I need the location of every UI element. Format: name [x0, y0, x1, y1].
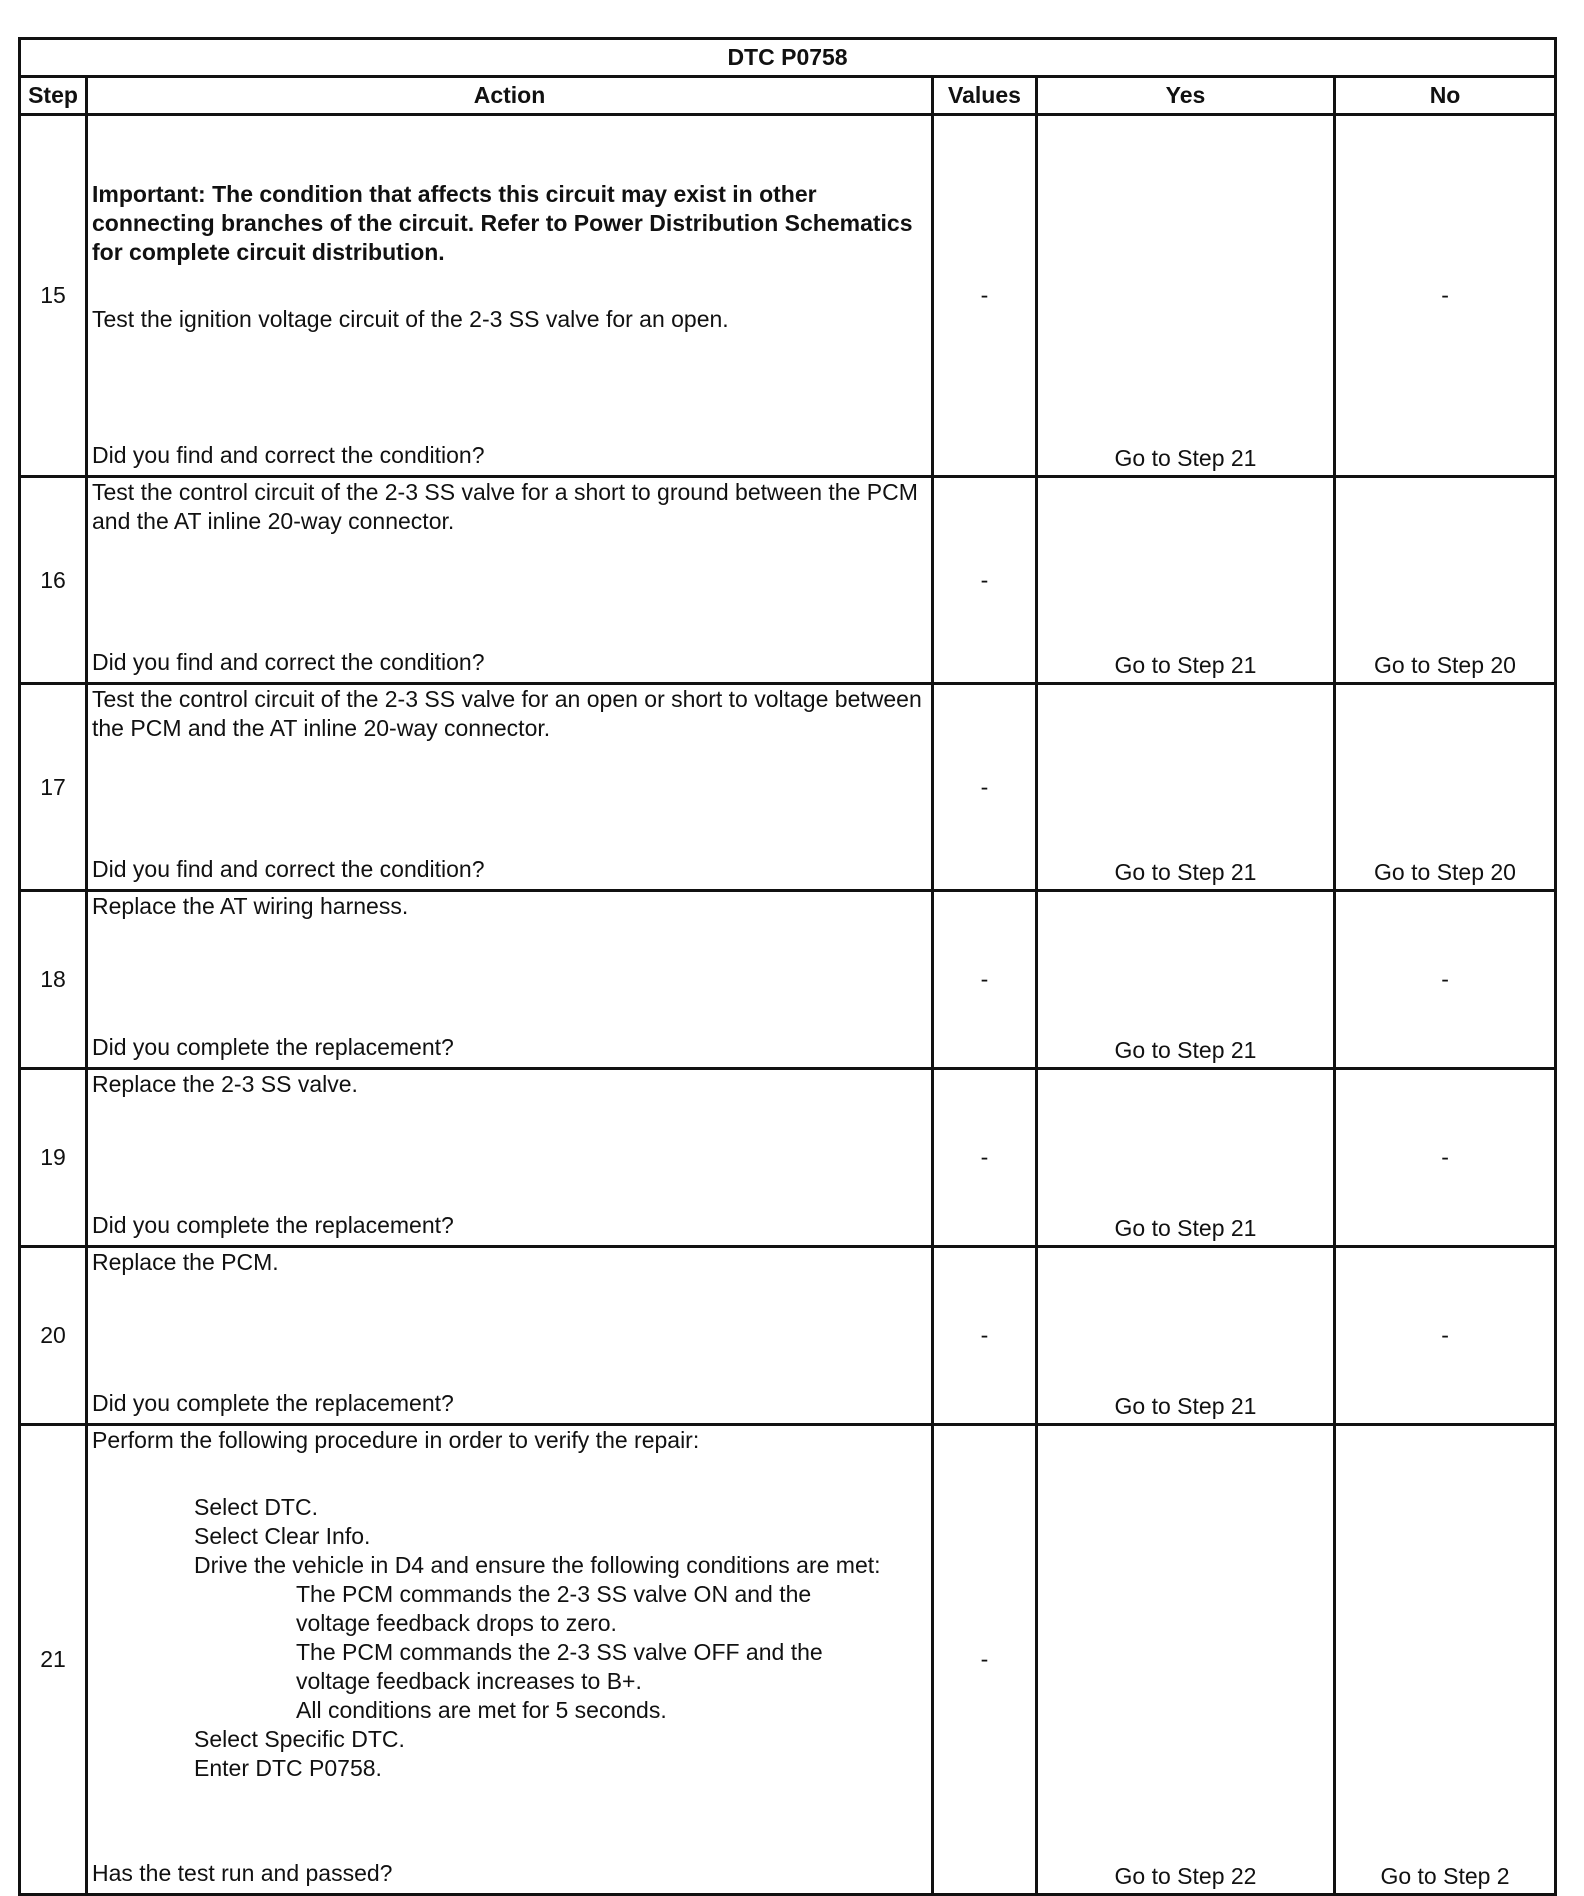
procedure-step: Select Clear Info.: [194, 1523, 371, 1549]
values-cell: -: [933, 1247, 1037, 1425]
action-cell: [87, 115, 933, 477]
important-note: Important: The condition that affects this circuit may exist in other connecting branches of the circuit. Refer to Power Distribution Schematics for complete circuit distribution.: [92, 181, 913, 265]
action-cell: [87, 891, 933, 1069]
question-text: Did you complete the replacement?: [92, 1212, 454, 1238]
action-text: Test the control circuit of the 2-3 SS valve for a short to ground between the PCM and the AT inline 20-way connector.: [92, 479, 918, 534]
header-no: No: [1335, 77, 1556, 115]
no-cell: Go to Step 2: [1335, 1425, 1556, 1895]
question-text: Did you find and correct the condition?: [92, 649, 485, 675]
no-cell: Go to Step 20: [1335, 684, 1556, 891]
action-cell: [87, 684, 933, 891]
table-row: [20, 891, 1556, 1069]
yes-cell: Go to Step 21: [1037, 684, 1335, 891]
table-row: [20, 1069, 1556, 1247]
yes-cell: Go to Step 21: [1037, 891, 1335, 1069]
procedure-condition: The PCM commands the 2-3 SS valve ON and the voltage feedback drops to zero.: [296, 1581, 812, 1636]
no-cell: -: [1335, 1247, 1556, 1425]
procedure-step: Drive the vehicle in D4 and ensure the following conditions are met:: [194, 1552, 881, 1578]
values-cell: -: [933, 115, 1037, 477]
procedure-step: Select DTC.: [194, 1494, 318, 1520]
step-number: 19: [20, 1069, 87, 1247]
table-row: [20, 477, 1556, 684]
step-number: 18: [20, 891, 87, 1069]
no-cell: -: [1335, 1069, 1556, 1247]
step-number: 17: [20, 684, 87, 891]
procedure-list: [92, 1493, 927, 1783]
action-cell: [87, 477, 933, 684]
table-row: [20, 1247, 1556, 1425]
question-text: Did you find and correct the condition?: [92, 442, 485, 468]
header-action: Action: [87, 77, 933, 115]
header-values: Values: [933, 77, 1037, 115]
question-text: Did you complete the replacement?: [92, 1034, 454, 1060]
action-cell: [87, 1247, 933, 1425]
question-text: Has the test run and passed?: [92, 1860, 393, 1886]
action-text: Replace the PCM.: [92, 1249, 279, 1275]
dtc-table: [18, 37, 1557, 1896]
action-text: Test the ignition voltage circuit of the 2-3 SS valve for an open.: [92, 306, 729, 332]
action-text: Test the control circuit of the 2-3 SS valve for an open or short to voltage between the PCM and the AT inline 20-way connector.: [92, 686, 922, 741]
table-title-row: [20, 39, 1556, 77]
column-header-row: [20, 77, 1556, 115]
action-text: Replace the AT wiring harness.: [92, 893, 409, 919]
action-text: Replace the 2-3 SS valve.: [92, 1071, 358, 1097]
no-cell: Go to Step 20: [1335, 477, 1556, 684]
question-text: Did you complete the replacement?: [92, 1390, 454, 1416]
step-number: 20: [20, 1247, 87, 1425]
step-number: 21: [20, 1425, 87, 1895]
values-cell: -: [933, 477, 1037, 684]
action-cell: [87, 1425, 933, 1895]
yes-cell: Go to Step 22: [1037, 1425, 1335, 1895]
table-row: [20, 1425, 1556, 1895]
step-number: 16: [20, 477, 87, 684]
table-row: [20, 684, 1556, 891]
procedure-condition: All conditions are met for 5 seconds.: [296, 1697, 667, 1723]
header-yes: Yes: [1037, 77, 1335, 115]
yes-cell: Go to Step 21: [1037, 477, 1335, 684]
yes-cell: Go to Step 21: [1037, 1069, 1335, 1247]
procedure-step: Enter DTC P0758.: [194, 1755, 382, 1781]
header-step: Step: [20, 77, 87, 115]
values-cell: -: [933, 1069, 1037, 1247]
no-cell: -: [1335, 115, 1556, 477]
yes-cell: Go to Step 21: [1037, 115, 1335, 477]
table-row: [20, 115, 1556, 477]
procedure-step: Select Specific DTC.: [194, 1726, 405, 1752]
action-cell: [87, 1069, 933, 1247]
values-cell: -: [933, 684, 1037, 891]
yes-cell: Go to Step 21: [1037, 1247, 1335, 1425]
procedure-condition: The PCM commands the 2-3 SS valve OFF and the voltage feedback increases to B+.: [296, 1639, 823, 1694]
values-cell: -: [933, 891, 1037, 1069]
action-text: Perform the following procedure in order to verify the repair:: [92, 1427, 700, 1453]
values-cell: -: [933, 1425, 1037, 1895]
question-text: Did you find and correct the condition?: [92, 856, 485, 882]
no-cell: -: [1335, 891, 1556, 1069]
step-number: 15: [20, 115, 87, 477]
table-title: DTC P0758: [20, 39, 1556, 77]
